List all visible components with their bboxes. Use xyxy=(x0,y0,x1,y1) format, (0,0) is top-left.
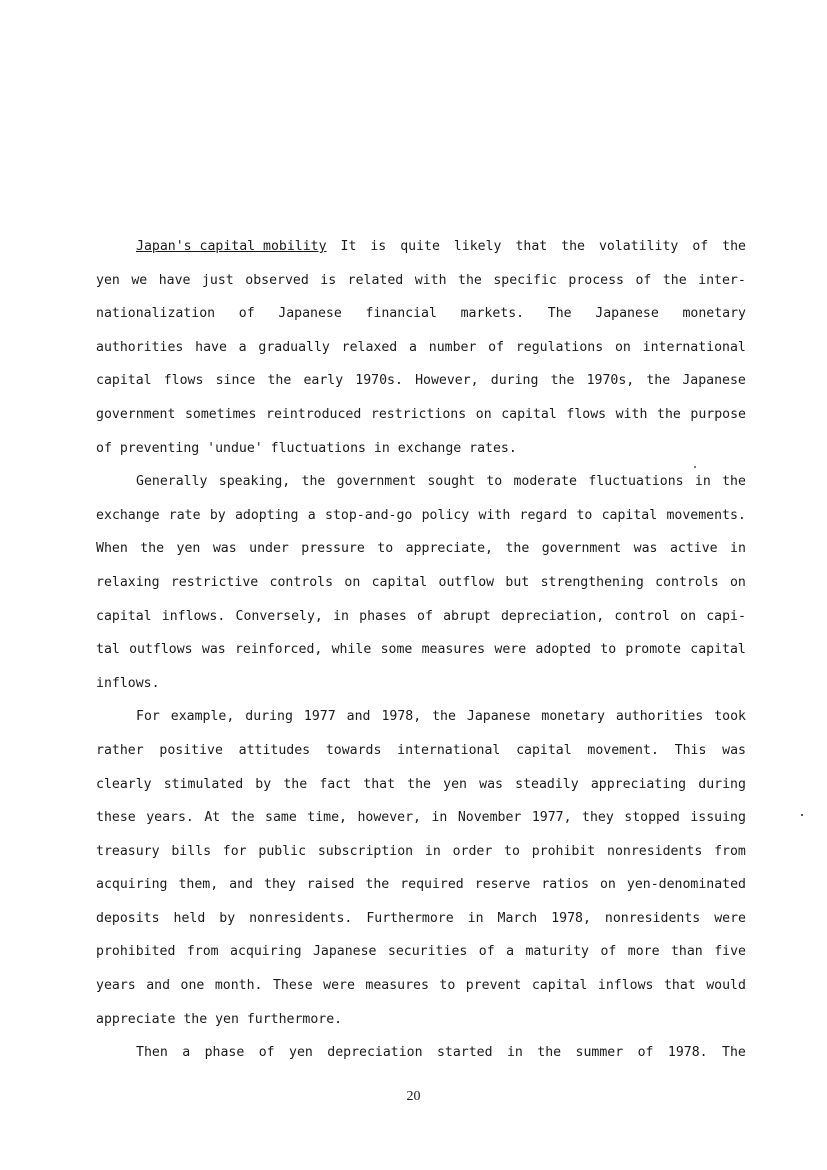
word: with xyxy=(414,272,447,288)
word: time, xyxy=(307,810,347,826)
word: by xyxy=(219,910,236,926)
word: speaking, xyxy=(218,474,291,490)
paragraph-line xyxy=(96,902,746,936)
word: restrictions xyxy=(370,406,467,422)
word: was xyxy=(633,541,658,557)
paragraph-line xyxy=(96,532,746,566)
word: summer xyxy=(575,1045,624,1061)
word: reintroduced xyxy=(266,406,362,422)
word: the xyxy=(407,776,431,792)
word: acquiring xyxy=(230,944,302,960)
word: yen xyxy=(443,776,467,792)
word: 1978. xyxy=(667,1045,708,1061)
word: that xyxy=(663,978,696,994)
word: flows xyxy=(566,406,607,422)
word: sometimes xyxy=(184,406,257,422)
word: depreciation xyxy=(327,1045,423,1061)
word: This xyxy=(674,742,707,758)
word: Japanese xyxy=(682,373,746,389)
word: 1977, xyxy=(531,810,572,826)
word: during xyxy=(245,709,293,725)
word: stopped xyxy=(624,810,680,826)
word: on xyxy=(680,608,697,624)
paragraph-line xyxy=(96,667,746,701)
word: capital xyxy=(601,507,658,523)
word: rate xyxy=(168,507,201,523)
word: and xyxy=(146,978,171,994)
word: of xyxy=(417,608,433,624)
word: the xyxy=(537,1045,562,1061)
word: ratios xyxy=(541,877,589,893)
word: treasury xyxy=(96,843,160,859)
word: with xyxy=(478,507,511,523)
word: the xyxy=(561,239,585,254)
word: monetary xyxy=(541,709,605,725)
word: 1970s, xyxy=(586,373,635,389)
word: policy xyxy=(421,507,470,523)
word: on xyxy=(344,574,361,590)
paragraph-line xyxy=(96,364,746,398)
word: to xyxy=(504,843,520,859)
word: required xyxy=(400,877,464,893)
word: in xyxy=(424,843,441,859)
word: capital xyxy=(96,373,152,389)
paragraph-line xyxy=(96,768,746,802)
word: flows xyxy=(163,373,204,389)
word: the xyxy=(432,709,456,725)
word: financial xyxy=(365,306,437,322)
word: nonresidents xyxy=(607,843,703,859)
word: prevent xyxy=(465,978,522,994)
word: control xyxy=(614,608,670,624)
word: subscription xyxy=(317,843,414,859)
word: controls xyxy=(655,574,719,590)
word: sought xyxy=(427,474,475,490)
paragraph-line xyxy=(96,835,746,869)
paragraph-line xyxy=(96,1036,746,1070)
word: the xyxy=(365,877,390,893)
line-text: appreciate the yen furthermore. xyxy=(96,1011,343,1027)
word: measures xyxy=(365,978,429,994)
word: to xyxy=(377,541,394,557)
word: capital xyxy=(501,406,557,422)
paragraph-line xyxy=(96,801,746,835)
word: in xyxy=(694,474,711,490)
word: moderate xyxy=(513,474,578,490)
word: that xyxy=(363,776,396,792)
word: in xyxy=(506,1045,523,1061)
word: by xyxy=(255,776,272,792)
word: At xyxy=(204,810,221,826)
paragraph-1-line-1 xyxy=(96,230,746,264)
word: outflows xyxy=(129,642,193,658)
word: in xyxy=(730,541,746,557)
line-text: of preventing 'undue' fluctuations in exchange rates. xyxy=(96,440,517,456)
word: positive xyxy=(159,742,223,758)
word: When xyxy=(96,541,128,557)
word: capi- xyxy=(706,608,746,624)
word: fluctuations xyxy=(588,474,684,490)
word: strengthening xyxy=(540,574,644,590)
word: by xyxy=(209,507,226,523)
word: from xyxy=(714,843,746,859)
word: relaxed xyxy=(341,339,398,355)
word: capital xyxy=(531,978,588,994)
word: the xyxy=(722,239,746,254)
word: in xyxy=(431,810,448,826)
paragraph-line xyxy=(96,868,746,902)
word: they xyxy=(582,810,614,826)
word: yen-denominated xyxy=(626,877,746,893)
word: some xyxy=(380,642,413,658)
word: nationalization xyxy=(96,306,216,322)
word: these xyxy=(96,810,136,826)
word: maturity xyxy=(525,944,590,960)
word: adopted xyxy=(535,642,591,658)
paragraph-line xyxy=(96,600,746,634)
word: of xyxy=(692,239,709,254)
word: fact xyxy=(319,776,352,792)
word: from xyxy=(186,944,219,960)
word: a xyxy=(182,1045,191,1061)
paragraph-line xyxy=(96,499,746,533)
paragraph-line xyxy=(96,465,746,499)
paragraph-line xyxy=(96,633,746,667)
word: purpose xyxy=(690,406,746,422)
word: in xyxy=(333,608,349,624)
paragraph-line xyxy=(96,969,746,1003)
word: raised xyxy=(306,877,355,893)
word: on xyxy=(614,339,631,355)
paragraph-line xyxy=(96,398,746,432)
word: 1970s. xyxy=(355,373,403,389)
word: capital xyxy=(96,608,152,624)
word: a xyxy=(506,944,515,960)
word: of xyxy=(258,1045,275,1061)
word: However, xyxy=(415,373,479,389)
word: to xyxy=(576,507,593,523)
paragraph-line xyxy=(96,566,746,600)
word: attitudes xyxy=(238,742,311,758)
word: to xyxy=(486,474,503,490)
word: of xyxy=(478,944,495,960)
word: regard xyxy=(519,507,568,523)
word: the xyxy=(722,474,746,490)
word: just xyxy=(201,272,234,288)
word: likely xyxy=(453,239,502,254)
word: to xyxy=(439,978,456,994)
word: authorities xyxy=(615,709,704,725)
word: the xyxy=(301,474,326,490)
word: while xyxy=(331,642,372,658)
word: example, xyxy=(170,709,235,725)
paragraph-line xyxy=(96,935,746,969)
word: March xyxy=(497,910,538,926)
word: was xyxy=(201,642,226,658)
word: in xyxy=(467,910,484,926)
paragraph-line xyxy=(96,1003,746,1037)
word: same xyxy=(265,810,297,826)
line-text: inflows. xyxy=(96,675,160,691)
word: Furthermore xyxy=(366,910,454,926)
word: five xyxy=(714,944,746,960)
word: These xyxy=(272,978,313,994)
word: reinforced, xyxy=(234,642,323,658)
word: active xyxy=(669,541,718,557)
word: started xyxy=(436,1045,493,1061)
word: order xyxy=(452,843,493,859)
word: we xyxy=(131,272,148,288)
paragraph-line xyxy=(96,700,746,734)
body-text xyxy=(96,230,746,1070)
word: public xyxy=(258,843,307,859)
word: prohibited xyxy=(96,944,176,960)
word: the xyxy=(230,810,255,826)
word: more xyxy=(627,944,660,960)
word: reserve xyxy=(474,877,531,893)
word: 1978, xyxy=(381,709,422,725)
word: have xyxy=(158,272,191,288)
word: that xyxy=(515,239,548,254)
word: capital xyxy=(516,742,572,758)
word: were xyxy=(323,978,355,994)
word: of xyxy=(635,272,652,288)
word: deposits xyxy=(96,910,160,926)
word: restrictive xyxy=(170,574,259,590)
word: Japanese xyxy=(278,306,342,322)
word: Japanese xyxy=(312,944,377,960)
word: measures xyxy=(421,642,486,658)
paragraph-line xyxy=(96,297,746,331)
word: depreciation, xyxy=(500,608,605,624)
word: capital xyxy=(690,642,746,658)
word: of xyxy=(238,306,255,322)
word: process xyxy=(568,272,624,288)
word: appreciate, xyxy=(405,541,493,557)
word: Japanese xyxy=(466,709,531,725)
paragraph-line xyxy=(96,331,746,365)
word: them, xyxy=(178,877,219,893)
word: outflow xyxy=(438,574,495,590)
word: years. xyxy=(146,810,194,826)
scan-speck xyxy=(801,814,803,816)
word: The xyxy=(722,1045,746,1061)
paragraph-line xyxy=(96,734,746,768)
word: of xyxy=(637,1045,654,1061)
scan-speck xyxy=(694,466,696,468)
word: Japanese xyxy=(595,306,659,322)
word: on xyxy=(729,574,746,590)
word: The xyxy=(547,306,572,322)
word: authorities xyxy=(96,339,184,355)
word: inter- xyxy=(698,272,746,288)
word: but xyxy=(505,574,530,590)
word: since xyxy=(215,373,256,389)
word: yen xyxy=(96,272,120,288)
word: prohibit xyxy=(531,843,596,859)
word: was xyxy=(722,742,746,758)
word: movement. xyxy=(587,742,659,758)
word: was xyxy=(212,541,237,557)
word: for xyxy=(222,843,247,859)
paragraph-line xyxy=(96,264,746,298)
word: promote xyxy=(625,642,681,658)
word: appreciating xyxy=(590,776,687,792)
word: capital xyxy=(371,574,428,590)
word: related xyxy=(347,272,404,288)
word: phases xyxy=(359,608,407,624)
word: years xyxy=(96,978,136,994)
word: government xyxy=(336,474,417,490)
word: one xyxy=(180,978,205,994)
word: was xyxy=(479,776,503,792)
word: gradually xyxy=(258,339,330,355)
word: regulations xyxy=(515,339,604,355)
word: phase xyxy=(204,1045,245,1061)
word: than xyxy=(670,944,703,960)
word: inflows. xyxy=(161,608,226,624)
word: abrupt xyxy=(443,608,491,624)
word: under xyxy=(249,541,289,557)
word: government xyxy=(541,541,622,557)
word: and xyxy=(229,877,253,893)
word: during xyxy=(490,373,539,389)
word: the xyxy=(458,272,482,288)
word: Conversely, xyxy=(235,608,323,624)
word: a xyxy=(238,339,247,355)
word: exchange xyxy=(96,507,160,523)
word: a xyxy=(307,507,316,523)
word: the xyxy=(646,373,671,389)
word: were xyxy=(714,910,746,926)
word: 1977 xyxy=(303,709,336,725)
word: towards xyxy=(325,742,382,758)
word: of xyxy=(488,339,505,355)
word: steadily xyxy=(515,776,579,792)
word: rather xyxy=(96,742,144,758)
word: yen xyxy=(289,1045,313,1061)
word: volatility xyxy=(598,239,679,254)
word: nonresidents xyxy=(604,910,701,926)
word: pressure xyxy=(301,541,365,557)
word: For xyxy=(136,709,160,725)
word: clearly xyxy=(96,776,152,792)
word: with xyxy=(615,406,648,422)
word: yen xyxy=(176,541,201,557)
word: stimulated xyxy=(163,776,244,792)
word: and xyxy=(346,709,371,725)
word: nonresidents. xyxy=(249,910,353,926)
word: government xyxy=(96,406,176,422)
word: Generally xyxy=(136,474,208,490)
word: bills xyxy=(171,843,212,859)
word: the xyxy=(657,406,681,422)
word: stop-and-go xyxy=(325,507,413,523)
word: securities xyxy=(387,944,468,960)
word: on xyxy=(599,877,616,893)
word: markets. xyxy=(460,306,525,322)
word: quite xyxy=(400,239,440,254)
word: the xyxy=(550,373,575,389)
word: Then xyxy=(136,1045,168,1061)
word: 1978, xyxy=(551,910,591,926)
word: the xyxy=(267,373,292,389)
word: is xyxy=(320,272,337,288)
word: November xyxy=(457,810,522,826)
word: inflows xyxy=(597,978,654,994)
word: have xyxy=(195,339,227,355)
word: international xyxy=(397,742,501,758)
word: during xyxy=(698,776,746,792)
word: international xyxy=(642,339,746,355)
word: month. xyxy=(214,978,263,994)
word: on xyxy=(475,406,492,422)
section-heading: Japan's capital mobility xyxy=(136,239,327,254)
page-number: 20 xyxy=(406,1089,421,1104)
paragraph-line xyxy=(96,432,746,466)
word: a xyxy=(409,339,417,355)
word: of xyxy=(600,944,617,960)
word: the xyxy=(505,541,530,557)
word: controls xyxy=(269,574,334,590)
word: would xyxy=(706,978,746,994)
word: to xyxy=(600,642,617,658)
word: early xyxy=(303,373,344,389)
word: movements. xyxy=(666,507,746,523)
word: is xyxy=(370,239,387,254)
word: the xyxy=(140,541,165,557)
word: observed xyxy=(245,272,309,288)
word: the xyxy=(662,272,687,288)
word: It xyxy=(340,239,357,254)
word: relaxing xyxy=(96,574,160,590)
word: monetary xyxy=(682,306,746,322)
word: number xyxy=(428,339,477,355)
word: adopting xyxy=(234,507,299,523)
word: acquiring xyxy=(96,877,168,893)
word: specific xyxy=(493,272,557,288)
word: however, xyxy=(357,810,421,826)
word: they xyxy=(264,877,296,893)
word: the xyxy=(283,776,308,792)
word: were xyxy=(494,642,527,658)
word: issuing xyxy=(690,810,746,826)
word: held xyxy=(173,910,206,926)
word: tal xyxy=(96,642,120,658)
word: took xyxy=(714,709,746,725)
